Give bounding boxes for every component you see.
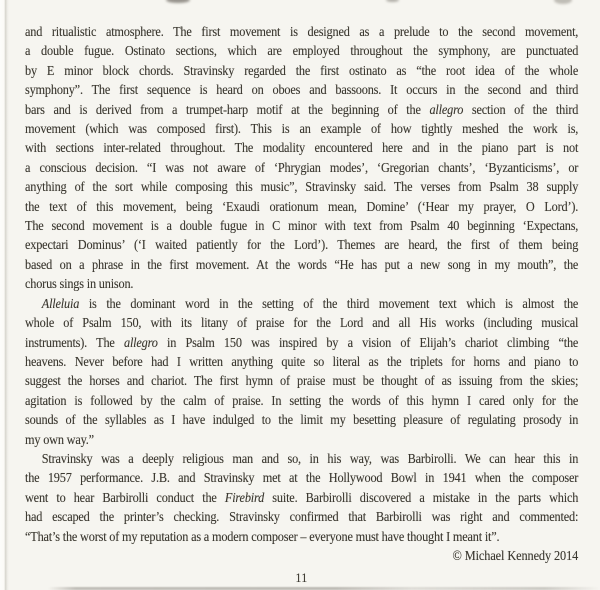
text-line: a conscious decision. “I was not aware of ‘Phrygian modes’, ‘Gregorian chants’, ‘Byzanticisms’, or <box>25 159 579 175</box>
text-line: expectari Dominus’ (‘I waited patiently for the Lord’). Themes are heard, the first of them being <box>25 237 579 253</box>
text-line: movement (which was composed first). This is an example of how tightly meshed the work is, <box>25 121 579 137</box>
scan-left-edge-shadow <box>0 0 9 590</box>
copyright-credit: © Michael Kennedy 2014 <box>452 547 579 563</box>
text-line: whole of Psalm 150, with its litany of praise for the Lord and all His works (including musical <box>25 315 579 331</box>
scan-smudge-top-left <box>166 0 190 3</box>
text-line: the 1957 performance. J.B. and Stravinsky met at the Hollywood Bowl in 1941 when the composer <box>25 470 579 486</box>
text-line: “That’s the worst of my reputation as a modern composer – everyone must have thought I meant it”. <box>25 528 500 544</box>
text-line: with sections inter-related throughout. The modality encountered here and in the piano part is not <box>25 140 579 156</box>
text-line: The second movement is a double fugue in C minor with text from Psalm 40 beginning ‘Expectans, <box>25 218 579 234</box>
text-line: my own way.” <box>25 431 94 447</box>
scan-smudge-top-right <box>554 0 572 4</box>
text-line: instruments). The allegro in Psalm 150 was inspired by a vision of Elijah’s chariot climbing “the <box>25 334 579 350</box>
text-line: and ritualistic atmosphere. The first movement is designed as a prelude to the second movement, <box>25 24 579 39</box>
text-line: chorus sings in unison. <box>25 276 134 292</box>
text-line: went to hear Barbirolli conduct the Firebird suite. Barbirolli discovered a mistake in the parts which <box>25 489 579 505</box>
text-line: anything of the sort while composing this music”, Stravinsky said. The verses from Psalm 38 supply <box>25 179 579 195</box>
text-line: suggest the horses and chariot. The first hymn of praise must be thought of as issuing from the skies; <box>25 373 579 389</box>
paragraphs-container <box>25 22 578 546</box>
text-line: bars and is derived from a trumpet-harp motif at the beginning of the allegro section of the third <box>25 101 579 117</box>
text-line: Stravinsky was a deeply religious man and so, in his way, was Barbirolli. We can hear this in <box>41 450 579 466</box>
body-text <box>25 22 578 589</box>
text-line: had escaped the printer’s checking. Stravinsky confirmed that Barbirolli was right and commented: <box>25 509 579 525</box>
paragraph-3 <box>25 449 578 546</box>
text-line: by E minor block chords. Stravinsky regarded the first ostinato as “the root idea of the whole <box>25 62 579 78</box>
paragraph-2 <box>25 294 578 449</box>
text-line: sounds of the syllables as I have indulged to the limit my besetting pleasure of regulating prosody in <box>25 412 579 428</box>
text-line: a double fugue. Ostinato sections, which are employed throughout the symphony, are punctuated <box>25 43 579 59</box>
text-line: Alleluia is the dominant word in the setting of the third movement text which is almost the <box>41 295 579 311</box>
text-line: heavens. Never before had I written anything quite so literal as the triplets for horns and piano to <box>25 353 579 369</box>
text-line: based on a phrase in the first movement. At the words “He has put a new song in my mouth”, the <box>25 256 579 272</box>
scan-smudge-top-middle <box>386 0 399 2</box>
text-line: the text of this movement, being ‘Exaudi orationum mean, Domine’ (‘Hear my prayer, O Lord’). <box>25 198 579 214</box>
page-number: 11 <box>295 571 308 586</box>
text-line: agitation is followed by the calm of praise. In setting the words of this hymn I cared only for the <box>25 392 579 408</box>
text-line: symphony”. The first sequence is heard on oboes and bassoons. It occurs in the second and third <box>25 82 579 98</box>
paragraph-1 <box>25 22 578 294</box>
